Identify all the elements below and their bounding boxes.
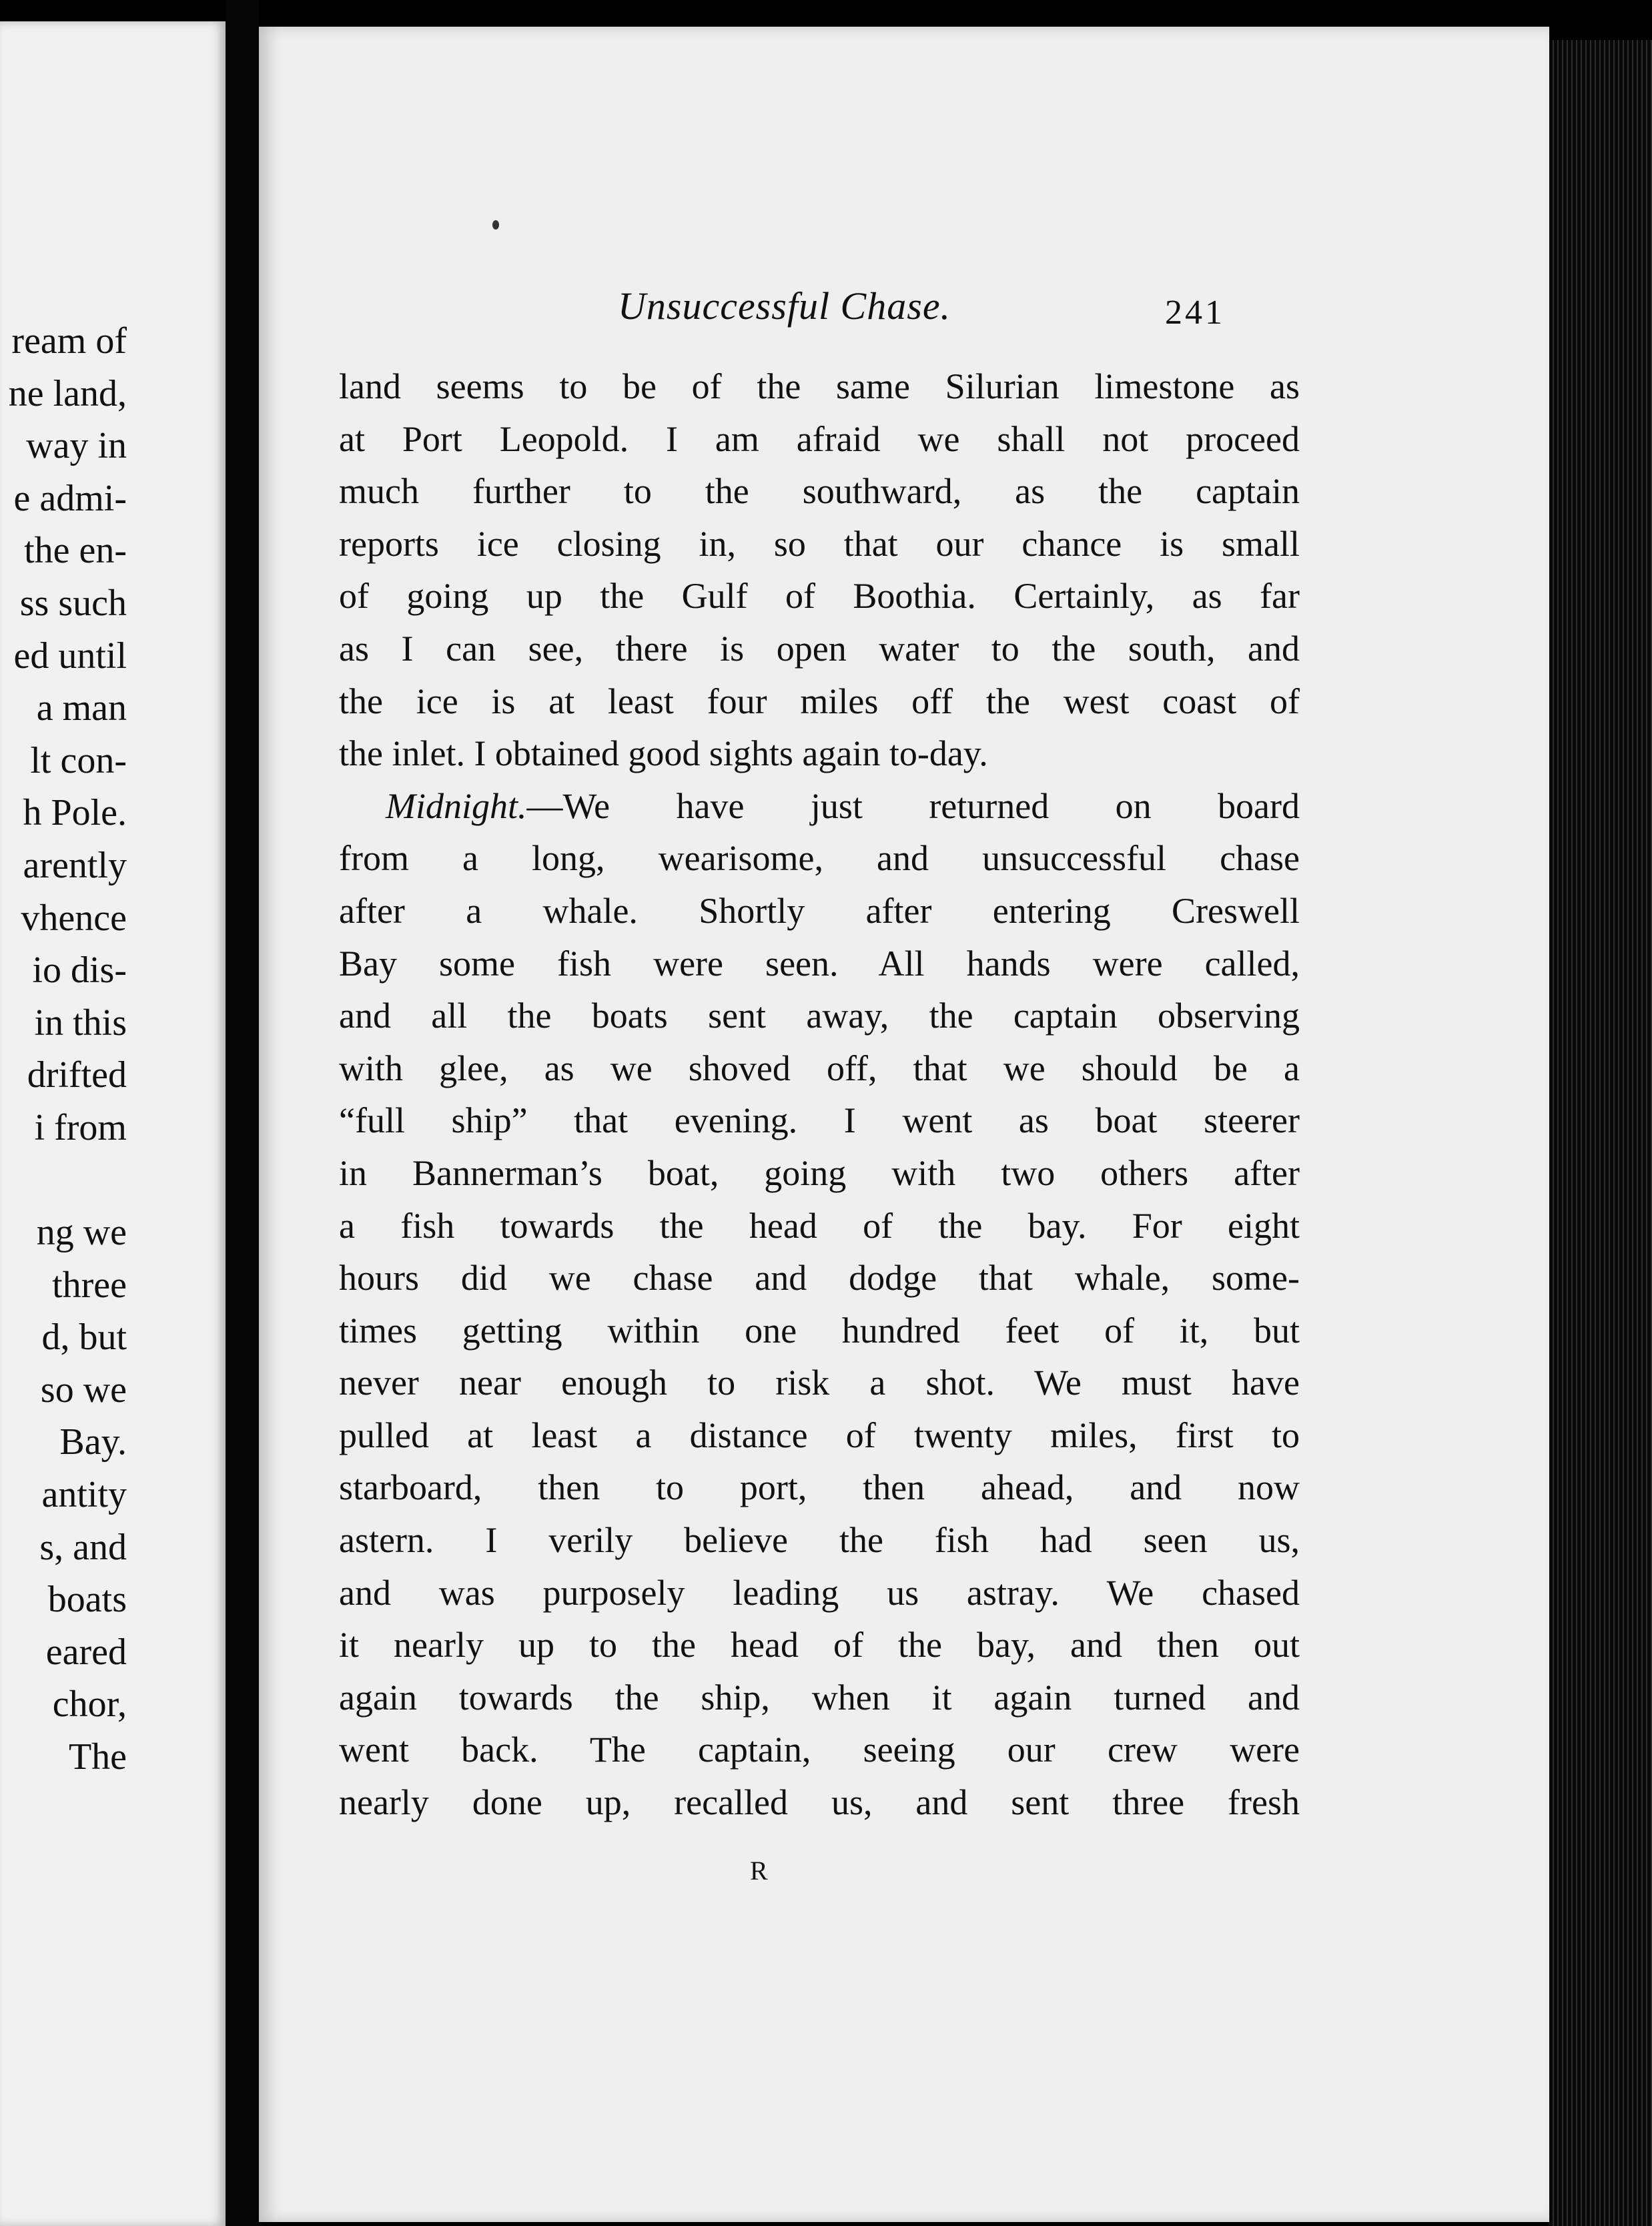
text-line: after a whale. Shortly after entering Creswell [339, 890, 1300, 931]
page-number: 241 [1165, 294, 1225, 332]
previous-page-line: Bay. [59, 1421, 127, 1463]
signature-mark: R [750, 1856, 768, 1886]
previous-page-line: three [52, 1264, 127, 1306]
previous-page-line: The [68, 1736, 127, 1778]
previous-page-fragment [0, 21, 226, 2226]
previous-page-line: arently [23, 844, 127, 886]
previous-page-line: s, and [39, 1526, 127, 1568]
text-line: times getting within one hundred feet of it, but [339, 1310, 1300, 1351]
page-body-text [339, 360, 1300, 1829]
text-line: astern. I verily believe the fish had seen us, [339, 1520, 1300, 1561]
text-line: from a long, wearisome, and unsuccessful chase [339, 838, 1300, 879]
previous-page-line: d, but [41, 1317, 127, 1359]
text-line: reports ice closing in, so that our chance is small [339, 523, 1300, 564]
text-line: as I can see, there is open water to the south, and [339, 628, 1300, 669]
running-head [259, 284, 1549, 330]
previous-page-line: i from [34, 1106, 127, 1148]
previous-page-line: the en- [24, 530, 127, 572]
previous-page-line [9, 1154, 127, 1207]
text-line: hours did we chase and dodge that whale, some- [339, 1258, 1300, 1298]
previous-page-line: vhence [21, 897, 127, 939]
text-line: a fish towards the head of the bay. For eight [339, 1205, 1300, 1246]
text-line: in Bannerman’s boat, going with two others after [339, 1152, 1300, 1193]
text-line: of going up the Gulf of Boothia. Certainly, as far [339, 576, 1300, 617]
previous-page-line: way in [26, 425, 127, 467]
running-head-title: Unsuccessful Chase. [618, 284, 951, 328]
binding-gutter [226, 0, 259, 2226]
text-line: again towards the ship, when it again turned and [339, 1677, 1300, 1718]
previous-page-line: a man [36, 687, 127, 729]
previous-page-line: h Pole. [23, 792, 127, 834]
text-line: the ice is at least four miles off the west coast of [339, 681, 1300, 721]
text-line: and was purposely leading us astray. We chased [339, 1572, 1300, 1613]
previous-page-line: antity [41, 1474, 127, 1516]
previous-page-line: ss such [19, 582, 127, 624]
previous-page-line: ed until [13, 635, 127, 677]
previous-page-line: e admi- [13, 477, 127, 519]
previous-page-line: chor, [52, 1684, 127, 1726]
previous-page-line: in this [34, 1002, 127, 1044]
text-line: nearly done up, recalled us, and sent three fresh [339, 1782, 1300, 1823]
text-line: went back. The captain, seeing our crew were [339, 1730, 1300, 1770]
text-line: the inlet. I obtained good sights again to-day. [339, 733, 988, 774]
text-line: “full ship” that evening. I went as boat steerer [339, 1100, 1300, 1141]
previous-page-line: boats [47, 1579, 127, 1621]
previous-page-line: drifted [27, 1054, 127, 1096]
previous-page-line: ng we [36, 1212, 127, 1254]
text-line: land seems to be of the same Silurian limestone as [339, 366, 1300, 406]
ink-speck [492, 220, 499, 230]
text-line: at Port Leopold. I am afraid we shall not proceed [339, 418, 1300, 459]
text-line: never near enough to risk a shot. We must have [339, 1363, 1300, 1403]
previous-page-line: eared [45, 1631, 127, 1673]
text-line: it nearly up to the head of the bay, and then out [339, 1625, 1300, 1665]
page-edges [1549, 40, 1652, 2226]
paragraph-start-line [339, 780, 1300, 833]
previous-page-line: ream of [11, 320, 127, 362]
midnight-heading: Midnight. [386, 785, 527, 826]
text-line: pulled at least a distance of twenty miles, first to [339, 1415, 1300, 1455]
text-line: much further to the southward, as the captain [339, 471, 1300, 512]
book-page [259, 27, 1549, 2222]
text-line: starboard, then to port, then ahead, and now [339, 1467, 1300, 1508]
previous-page-line: ne land, [8, 372, 127, 414]
text-line: with glee, as we shoved off, that we should be a [339, 1048, 1300, 1088]
previous-page-line: lt con- [30, 739, 127, 781]
previous-page-line: io dis- [32, 950, 127, 992]
previous-page-text [9, 315, 127, 1784]
previous-page-line: so we [40, 1369, 127, 1411]
text-line: Bay some fish were seen. All hands were called, [339, 943, 1300, 984]
text-line: and all the boats sent away, the captain observing [339, 996, 1300, 1036]
midnight-line-text: —We have just returned on board [526, 785, 1300, 826]
